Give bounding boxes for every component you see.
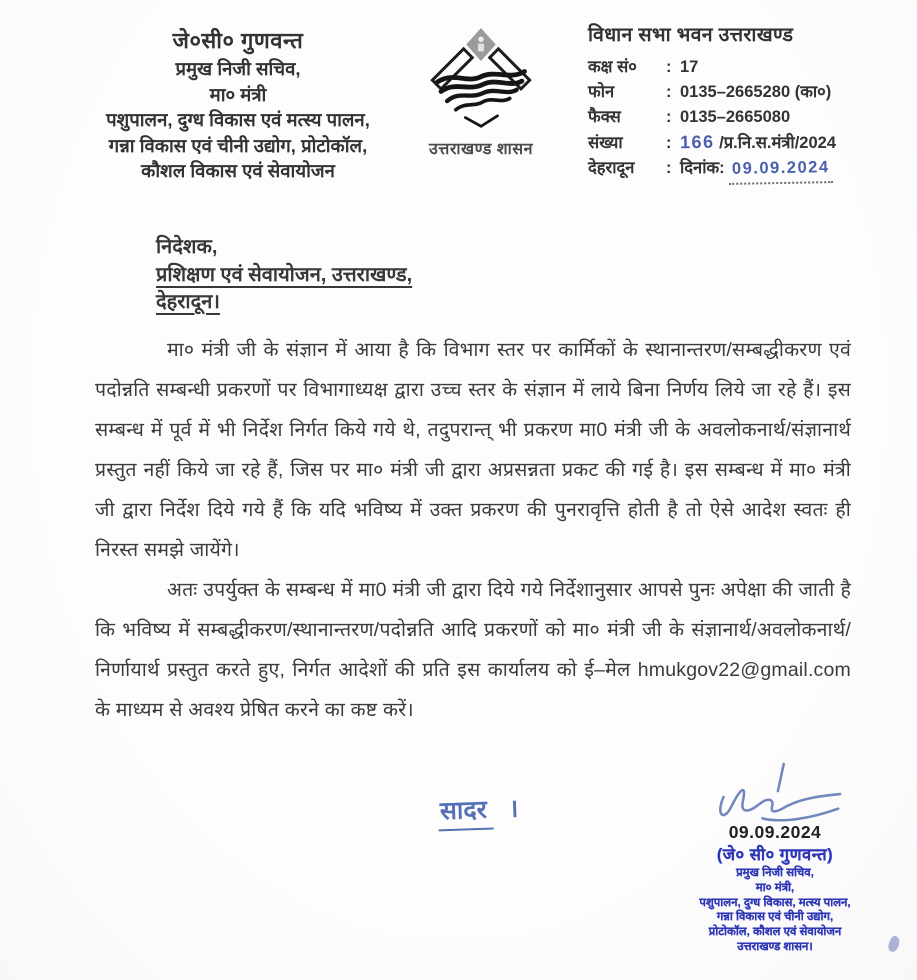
signature-date: 09.09.2024 [728,822,822,842]
separator: : [666,83,672,101]
closing-handwritten [437,791,519,832]
sender-dept-2: गन्ना विकास एवं चीनी उद्योग, प्रोटोकॉल, [108,134,368,156]
sender-dept-1: पशुपालन, दुग्ध विकास एवं मत्स्य पालन, [106,109,370,131]
emblem-block [416,28,546,159]
signature-block [660,762,890,954]
stamp-line-4: गन्ना विकास एवं चीनी उद्योग, [716,911,834,924]
place-label: देहरादून [588,159,635,177]
separator: : [666,58,672,76]
body-paragraph-2: अतः उपर्युक्त के सम्बन्ध में मा0 मंत्री जी द्वारा दिये गये निर्देशानुसार आपसे पुनः अपेक्षा की जाती है कि भविष्य में सम्बद्धीकरण/स्थानान्तरण/पदोन्नति आदि प्रकरणों को मा० मंत्री जी के संज्ञानार्थ/अवलोकनार्थ/निर्णायार्थ प्रस्तुत करते हुए, निर्गत आदेशों की प्रति इस कार्यालय को ई–मेल hmukgov22@gmail.com के माध्यम से अवश्य प्रेषित करने का कष्ट करें। [95,579,851,721]
phone-row [588,80,900,105]
addressee-block [156,234,412,317]
sender-dept-3: कौशल विकास एवं सेवायोजन [141,160,335,182]
letter-number-row [588,130,900,156]
room-number-row [588,55,900,80]
sender-title-1: प्रमुख निजी सचिव, [175,58,301,80]
addressee-department: प्रशिक्षण एवं सेवायोजन, उत्तराखण्ड, [156,263,413,286]
room-number-label: कक्ष सं० [588,58,637,76]
letter-number-value [680,130,900,156]
separator: : [666,134,672,152]
emblem-caption: उत्तराखण्ड शासन [429,141,533,158]
letter-number-label: संख्या [588,134,623,152]
date-prefix: दिनांक: [680,159,725,177]
date-value [680,156,900,184]
addressee-city: देहरादून। [156,291,220,314]
date-row [588,156,900,184]
stamp-line-2: मा० मंत्री, [755,881,795,894]
letter-body [95,330,851,730]
closing-word: सादर [437,791,493,831]
sender-block [62,26,414,184]
body-paragraph-1: मा० मंत्री जी के संज्ञान में आया है कि विभाग स्तर पर कार्मिकों के स्थानान्तरण/सम्बद्धीकरण एवं पदोन्नति सम्बन्धी प्रकरणों पर विभागाध्यक्ष द्वारा उच्च स्तर के संज्ञान में लाये बिना निर्णय लिये जा रहे हैं। इस सम्बन्ध में पूर्व में भी निर्देश निर्गत किये गये थे, तदुपरान्त् भी प्रकरण मा0 मंत्री जी के अवलोकनार्थ/संज्ञानार्थ प्रस्तुत नहीं किये जा रहे हैं, जिस पर मा० मंत्री जी द्वारा अप्रसन्नता प्रकट की गई है। इस सम्बन्ध में मा० मंत्री जी द्वारा निर्देश दिये गये हैं कि यदि भविष्य में उक्त प्रकरण की पुनरावृत्ति होती है तो ऐसे आदेश स्वतः ही निरस्त समझे जायेंगे। [95,339,851,561]
stamp-line-5: प्रोटोकॉल, कौशल एवं सेवायोजन [708,925,842,938]
signature-icon [700,762,850,830]
date-handwritten: 09.09.2024 [729,155,833,185]
office-title: विधान सभा भवन उत्तराखण्ड [588,24,794,46]
phone-label: फोन [588,83,615,101]
fax-label: फैक्स [588,108,621,126]
fax-row [588,105,900,130]
addressee-designation: निदेशक, [156,236,218,258]
stamp-line-1: प्रमुख निजी सचिव, [736,867,814,880]
signature-stamp [660,845,890,954]
fax-value: 0135–2665080 [680,108,791,126]
sender-title-2: मा० मंत्री [209,83,267,105]
stamp-name: (जे० सी० गुणवन्त) [716,846,834,864]
uttarakhand-emblem-icon [425,28,537,128]
room-number-value: 17 [680,58,699,76]
stamp-line-6: उत्तराखण्ड शासन। [737,940,813,953]
letter-number-handwritten: 166 [679,131,715,153]
closing-stop: । [508,794,519,823]
phone-value: 0135–2665280 (का०) [680,83,832,101]
letter-number-suffix: /प्र.नि.स.मंत्री/2024 [719,134,836,152]
sender-name: जे०सी० गुणवन्त [172,28,304,53]
office-block [588,20,900,184]
separator: : [666,108,672,126]
separator: : [666,159,672,177]
stamp-line-3: पशुपालन, दुग्ध विकास, मत्स्य पालन, [699,896,851,909]
